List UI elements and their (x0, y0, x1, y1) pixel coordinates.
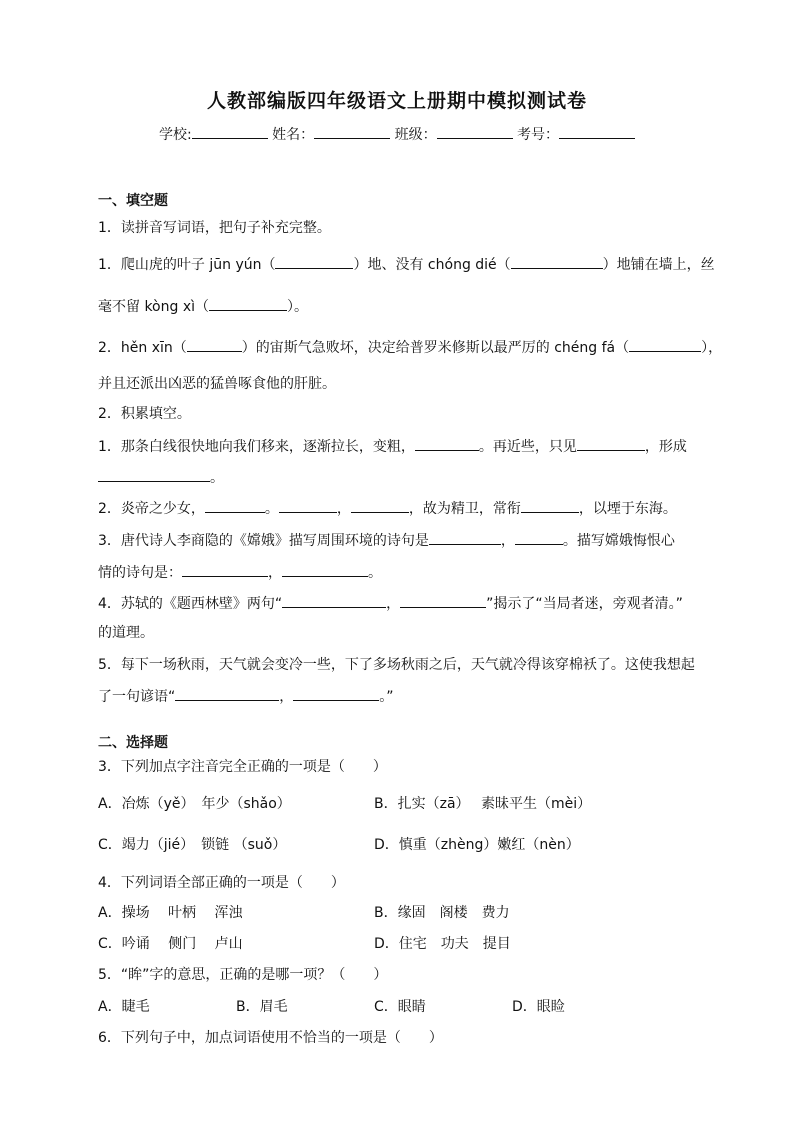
q2-i1-text-a: 1．那条白线很快地向我们移来，逐渐拉长，变粗， (98, 439, 415, 455)
q4-option-b[interactable]: B．缘固 阁楼 费力 (374, 905, 510, 921)
q2-i2-text-a: 2．炎帝之少女， (98, 501, 205, 517)
name-label: 姓名： (272, 127, 315, 143)
q1-s1-text-b: ）地、没有 chóng dié（ (353, 257, 511, 273)
q2-item-4 (98, 593, 683, 614)
q2-i4-text-a: 4．苏轼的《题西林壁》两句“ (98, 596, 283, 612)
q3-option-d[interactable]: D．慎重（zhèng）嫩红（nèn） (374, 837, 580, 853)
school-label: 学校: (158, 127, 192, 143)
answer-blank[interactable] (209, 296, 287, 311)
q4-stem: 4．下列词语全部正确的一项是（ ） (98, 875, 345, 891)
q1-sentence-2 (98, 337, 722, 358)
q2-item-3 (98, 530, 675, 551)
q2-item-3-cont (98, 562, 382, 583)
answer-blank[interactable] (577, 436, 645, 451)
q2-item-1 (98, 436, 687, 457)
q1-s2-text-a: 2．hěn xīn（ (98, 340, 187, 356)
q2-item-5-cont (98, 686, 394, 707)
q1-s1-text-d: 毫不留 kòng xì（ (98, 299, 210, 315)
answer-blank[interactable] (279, 498, 337, 513)
q2-item-2 (98, 498, 677, 519)
q2-i3-text-f: 。 (368, 565, 382, 581)
q1-s1-text-e: ）。 (287, 299, 309, 315)
q2-item-1-cont (98, 467, 224, 488)
q2-stem: 2．积累填空。 (98, 406, 191, 422)
q1-s1-text-a: 1．爬山虎的叶子 jūn yún（ (98, 257, 276, 273)
q2-i3-text-b: ， (500, 533, 515, 549)
q2-i1-text-b: 。再近些，只见 (478, 439, 577, 455)
q2-i3-text-d: 情的诗句是： (98, 565, 182, 581)
answer-blank[interactable] (400, 593, 486, 608)
q2-item-4-cont: 的道理。 (98, 625, 154, 641)
answer-blank[interactable] (275, 254, 353, 269)
q2-i4-text-c: ”揭示了“当局者迷，旁观者清。” (486, 596, 683, 612)
answer-blank[interactable] (98, 467, 210, 482)
q1-s2-text-c: ）， (701, 340, 723, 356)
answer-blank[interactable] (282, 562, 368, 577)
answer-blank[interactable] (629, 337, 701, 352)
q2-i5-text-c: ， (279, 689, 294, 705)
q3-option-c[interactable]: C．竭力（jié） 锁链 （suǒ） (98, 837, 287, 853)
student-info-line (0, 124, 794, 144)
answer-blank[interactable] (205, 498, 265, 513)
answer-blank[interactable] (182, 562, 268, 577)
q2-i2-text-e: ，以堙于东海。 (578, 501, 677, 517)
q3-option-a[interactable]: A．冶炼（yě） 年少（shǎo） (98, 796, 291, 812)
q2-i2-text-b: 。 (264, 501, 279, 517)
class-blank[interactable] (437, 124, 513, 139)
q2-i5-text-d: 。” (379, 689, 394, 705)
answer-blank[interactable] (511, 254, 603, 269)
q3-option-b[interactable]: B．扎实（zā） 素昧平生（mèi） (374, 796, 592, 812)
q2-i4-text-b: ， (386, 596, 401, 612)
q2-i3-text-e: ， (268, 565, 282, 581)
answer-blank[interactable] (282, 593, 386, 608)
q5-option-c[interactable]: C．眼睛 (374, 999, 426, 1015)
q6-stem: 6．下列句子中，加点词语使用不恰当的一项是（ ） (98, 1030, 443, 1046)
q5-option-b[interactable]: B．眉毛 (236, 999, 288, 1015)
answer-blank[interactable] (175, 686, 279, 701)
q2-i2-text-d: ，故为精卫，常衔 (408, 501, 521, 517)
exam-no-label: 考号： (517, 127, 560, 143)
q2-i3-text-a: 3．唐代诗人李商隐的《嫦娥》描写周围环境的诗句是 (98, 533, 429, 549)
q5-option-d[interactable]: D．眼睑 (512, 999, 565, 1015)
section-heading-fill: 一、填空题 (98, 193, 168, 209)
q1-sentence-2-cont: 并且还派出凶恶的猛兽啄食他的肝脏。 (98, 376, 336, 392)
q5-option-a[interactable]: A．睫毛 (98, 999, 150, 1015)
answer-blank[interactable] (293, 686, 379, 701)
q5-stem: 5．“眸”字的意思，正确的是哪一项？（ ） (98, 967, 388, 983)
answer-blank[interactable] (429, 530, 501, 545)
exam-no-blank[interactable] (559, 124, 635, 139)
school-blank[interactable] (192, 124, 268, 139)
answer-blank[interactable] (187, 337, 242, 352)
q1-sentence-1-cont (98, 296, 308, 317)
section-heading-choice: 二、选择题 (98, 735, 168, 751)
q4-option-c[interactable]: C．吟诵 侧门 卢山 (98, 936, 243, 952)
page-title: 人教部编版四年级语文上册期中模拟测试卷 (206, 90, 587, 112)
q3-stem: 3．下列加点字注音完全正确的一项是（ ） (98, 759, 387, 775)
q4-option-d[interactable]: D．住宅 功夫 提目 (374, 936, 511, 952)
q1-stem: 1．读拼音写词语，把句子补充完整。 (98, 220, 331, 236)
q1-sentence-1 (98, 254, 715, 275)
class-label: 班级： (394, 127, 437, 143)
q2-i3-text-c: 。描写嫦娥悔恨心 (562, 533, 675, 549)
q2-i2-text-c: ， (336, 501, 351, 517)
q2-item-5: 5．每下一场秋雨，天气就会变冷一些，下了多场秋雨之后，天气就冷得该穿棉袄了。这使我想起 (98, 657, 695, 673)
q1-s2-text-b: ）的宙斯气急败坏，决定给普罗米修斯以最严厉的 chéng fá（ (241, 340, 630, 356)
answer-blank[interactable] (515, 530, 563, 545)
q4-option-a[interactable]: A．操场 叶柄 浑浊 (98, 905, 243, 921)
answer-blank[interactable] (351, 498, 409, 513)
answer-blank[interactable] (415, 436, 479, 451)
q1-s1-text-c: ）地铺在墙上，丝 (602, 257, 715, 273)
q2-i5-text-b: 了一句谚语“ (98, 689, 176, 705)
q2-i1-text-d: 。 (210, 470, 224, 486)
name-blank[interactable] (314, 124, 390, 139)
q2-i1-text-c: ，形成 (644, 439, 687, 455)
answer-blank[interactable] (521, 498, 579, 513)
